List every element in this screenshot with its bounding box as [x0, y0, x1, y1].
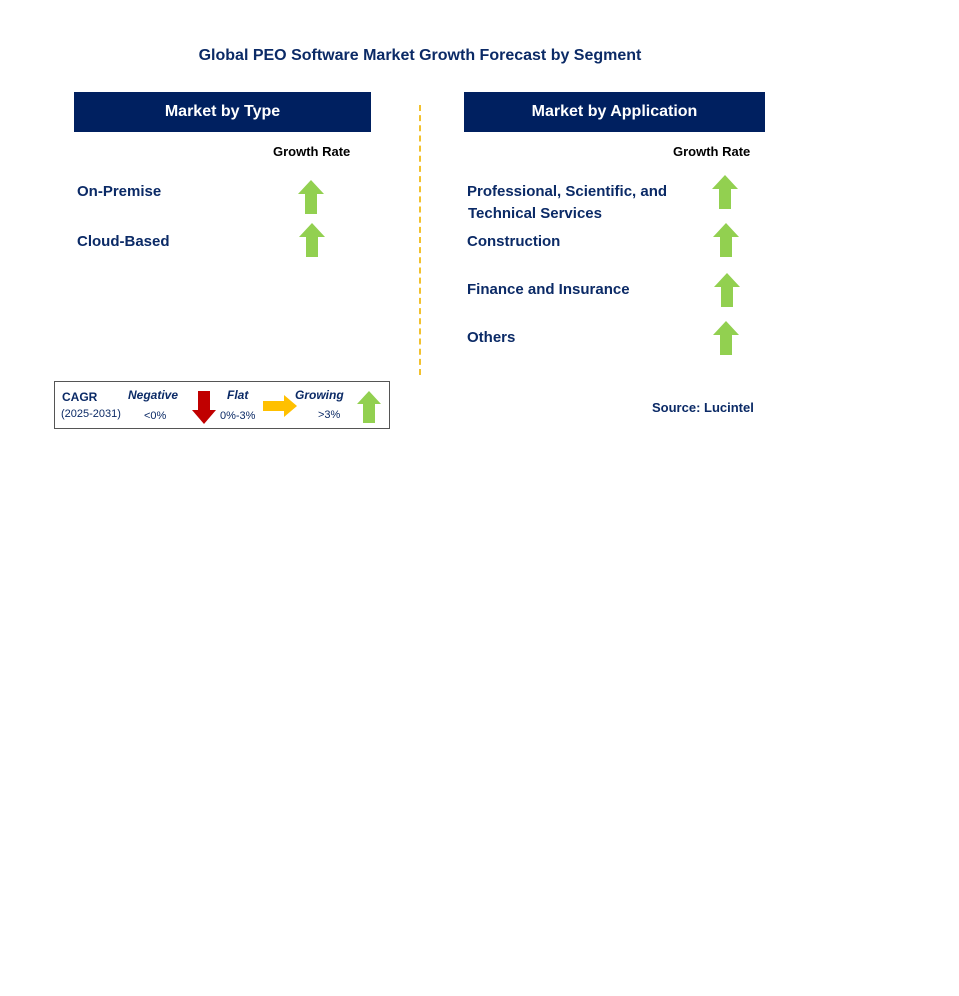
cagr-legend [54, 381, 390, 429]
market-by-type-header: Market by Type [74, 92, 371, 132]
legend-flat-range: 0%-3% [220, 410, 256, 422]
segment-on-premise: On-Premise [77, 183, 162, 200]
growing-arrow-icon [712, 175, 738, 209]
segment-professional-services [467, 181, 667, 225]
legend-cagr-label: CAGR [62, 390, 98, 404]
legend-negative-label: Negative [128, 388, 179, 402]
legend-negative-range: <0% [144, 410, 167, 422]
market-by-application-header: Market by Application [464, 92, 765, 132]
legend-flat-label: Flat [227, 388, 249, 402]
segment-construction: Construction [467, 233, 561, 250]
segment-professional-services-line2: Technical Services [468, 205, 602, 222]
segment-others: Others [467, 329, 516, 346]
growing-arrow-icon [299, 223, 325, 257]
segment-finance-insurance: Finance and Insurance [467, 281, 630, 298]
growing-arrow-icon [357, 391, 381, 423]
negative-arrow-icon [192, 391, 216, 424]
chart-title: Global PEO Software Market Growth Forecast by Segment [198, 47, 642, 64]
source-note: Source: Lucintel [652, 400, 754, 415]
application-growth-rate-label: Growth Rate [673, 144, 751, 159]
legend-period: (2025-2031) [61, 408, 121, 420]
type-growth-rate-label: Growth Rate [273, 144, 351, 159]
growing-arrow-icon [298, 180, 324, 214]
segment-professional-services-line1: Professional, Scientific, and [467, 183, 668, 200]
panel-divider [419, 105, 421, 375]
legend-growing-range: >3% [318, 409, 341, 421]
segment-cloud-based: Cloud-Based [77, 233, 170, 250]
growing-arrow-icon [713, 321, 739, 355]
growing-arrow-icon [714, 273, 740, 307]
growing-arrow-icon [713, 223, 739, 257]
legend-growing-label: Growing [295, 388, 344, 402]
flat-arrow-icon [263, 395, 297, 417]
